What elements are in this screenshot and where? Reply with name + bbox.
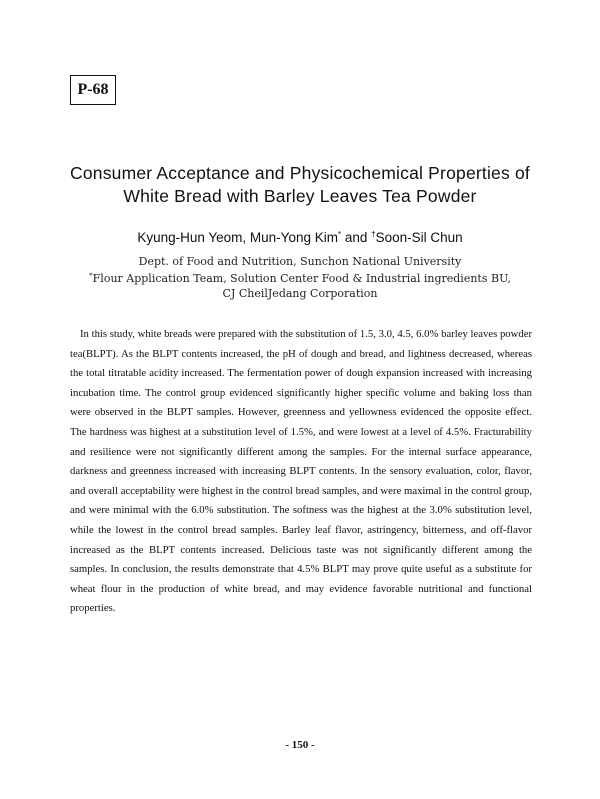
title-line-1: Consumer Acceptance and Physicochemical Properties of — [70, 163, 530, 183]
affiliations — [0, 254, 600, 301]
affiliation-line-1: Dept. of Food and Nutrition, Sunchon National University — [138, 255, 462, 268]
author-2: Mun-Yong Kim — [249, 230, 338, 245]
author-list — [0, 230, 600, 245]
page-number: - 150 - — [285, 739, 315, 751]
author-1: Kyung-Hun Yeom, — [137, 230, 247, 245]
author-2-mark: * — [337, 230, 342, 239]
author-conjunction: and — [344, 230, 368, 245]
poster-id-label: P-68 — [77, 81, 109, 98]
paper-title — [0, 162, 600, 208]
title-line-2: White Bread with Barley Leaves Tea Powder — [123, 186, 477, 206]
abstract-body: In this study, white breads were prepared with the substitution of 1.5, 3.0, 4.5, 6.0% barley leaves powder tea(BLPT). As the BLPT contents increased, the pH of dough and bread, and lightness decreased, whereas the total titratable acidity increased. The fermentation power of dough expansion increased with increasing incubation time. The control group evidenced significantly higher specific volume and baking loss than were observed in the BLPT samples. However, greenness and yellowness evidenced the opposite effect. The hardness was highest at a substitution level of 1.5%, and were lowest at a level of 4.5%. Fracturability and resilience were not significantly different among the samples. For the internal surface appearance, darkness and greenness increased with increasing BLPT contents. In the sensory evaluation, color, flavor, and overall acceptability were highest in the control bread samples, and were maximal in the control group, and were minimal with the 6.0% substitution. The softness was the highest at the 3.0% substitution level, while the lowest in the control bread samples. Barley leaf flavor, astringency, bitterness, and off-flavor increased as the BLPT contents increased. Delicious taste was not significantly different among the samples. In conclusion, the results demonstrate that 4.5% BLPT may prove quite useful as a substitute for wheat flour in the production of white bread, and may evidence favorable nutritional and functional properties. — [70, 328, 532, 615]
author-3-mark: † — [371, 230, 376, 239]
affiliation-line-3: CJ CheilJedang Corporation — [222, 287, 378, 300]
affiliation-line-2-text: Flour Application Team, Solution Center Food & Industrial ingredients BU, — [92, 272, 511, 285]
author-3: Soon-Sil Chun — [375, 230, 463, 245]
affiliation-2-mark: * — [89, 272, 93, 280]
affiliation-line-2 — [0, 269, 600, 286]
poster-id-box — [70, 75, 116, 105]
